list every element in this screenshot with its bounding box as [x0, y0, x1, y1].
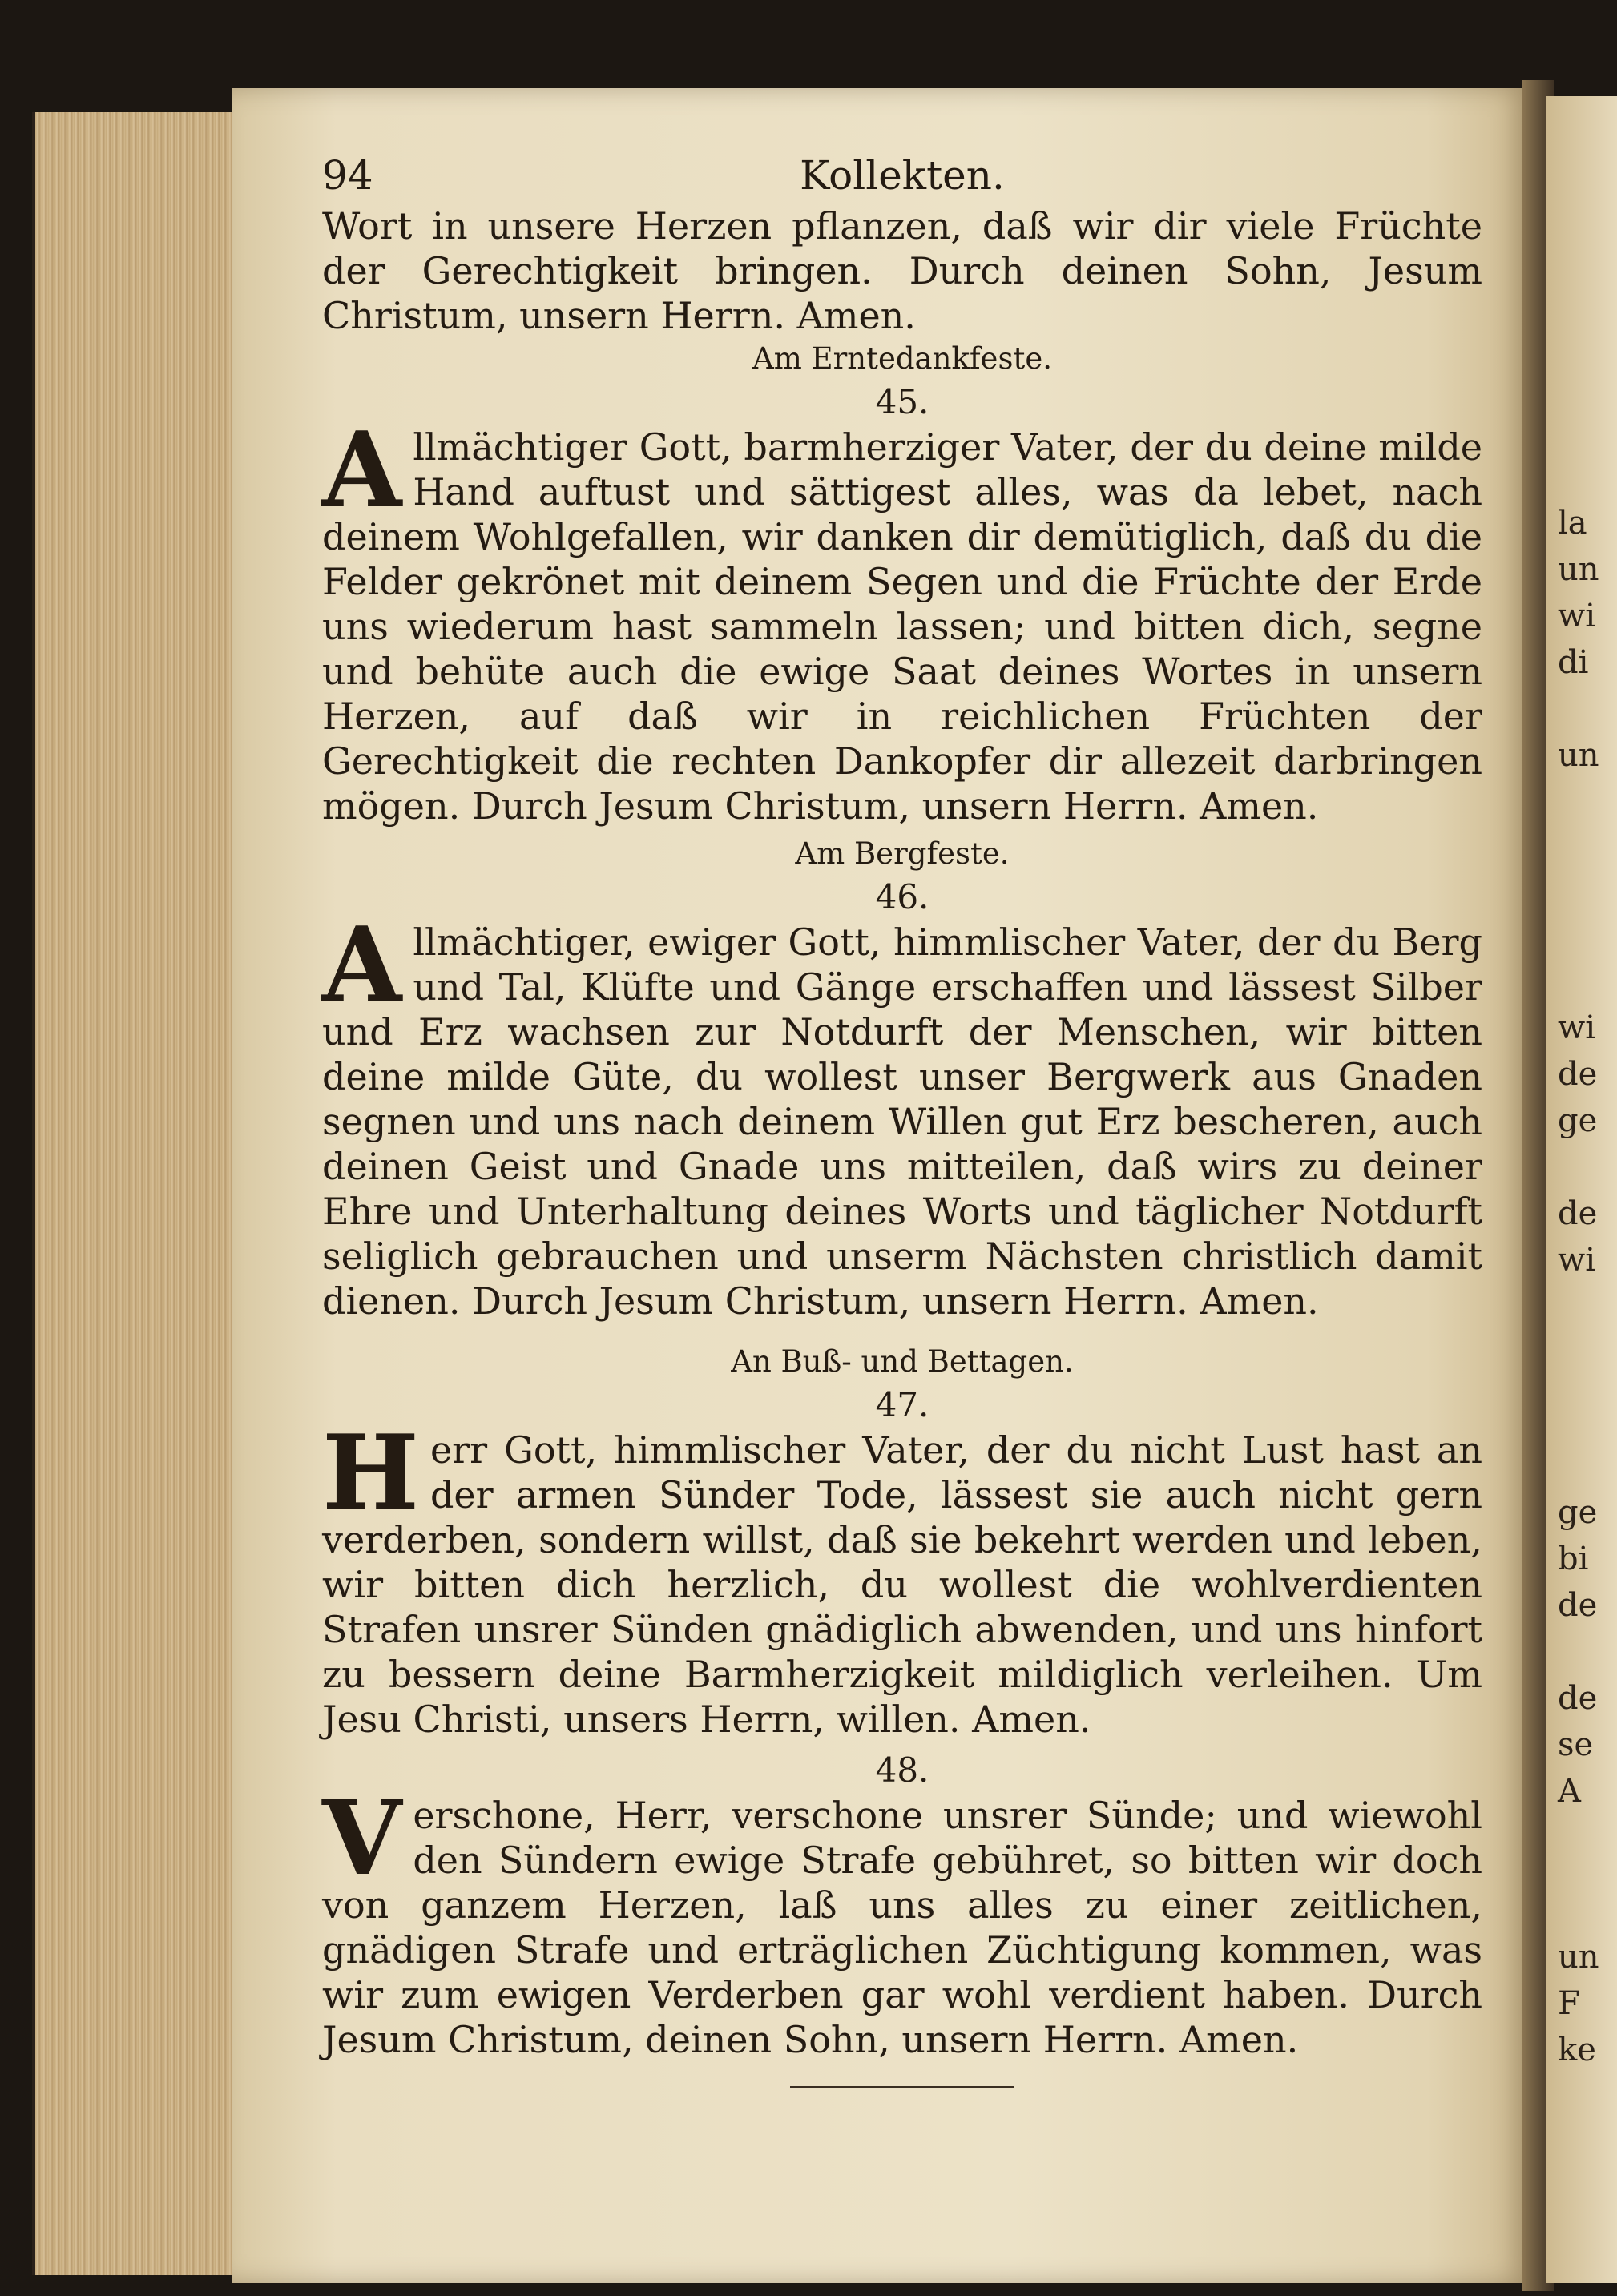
facing-fragment: de	[1558, 1195, 1598, 1232]
section-heading: An Buß- und Bettagen.	[731, 1344, 1074, 1379]
facing-fragment: la	[1558, 505, 1587, 542]
collect-45	[322, 338, 1482, 828]
drop-cap: A	[322, 905, 402, 1025]
collect-body: llmächtiger Gott, barmherziger Vater, der du deine milde Hand auftust und sättigest alles, was da lebet, nach deinem Wohlgefallen, wir danken dir demütiglich, daß du die Felder gekrönet mit deinem Segen und die Früchte der Erde uns wiederum hast sammeln lassen; und bitten dich, segne und behüte auch die ewige Saat deines Wortes in unsern Herzen, auf daß wir in reichlichen Früchten der Gerechtigkeit die rechten Dankopfer dir allezeit darbringen mögen. Durch Jesum Christum, unsern Herrn. Amen.	[322, 425, 1482, 828]
facing-fragment: di	[1558, 644, 1589, 681]
collect-body: erschone, Herr, verschone unsrer Sünde; und wiewohl den Sündern ewige Strafe gebühret, so bitten wir doch von ganzem Herzen, laß uns alles zu einer zeitlichen, gnädigen Strafe und erträglichen Züchtigung kommen, was wir zum ewigen Verderben gar wohl verdient haben. Durch Jesum Christum, deinen Sohn, unsern Herrn. Amen.	[322, 1794, 1482, 2061]
collect-number: 48.	[875, 1750, 929, 1790]
facing-fragment: un	[1558, 1939, 1599, 1976]
facing-fragment: ge	[1558, 1494, 1598, 1531]
page-number: 94	[322, 152, 373, 199]
page-text	[322, 152, 1482, 2088]
collect-body: err Gott, himmlischer Vater, der du nicht Lust hast an der armen Sünder Tode, lässest sie auch nicht gern verderben, sondern willst, daß sie bekehrt werden und leben, wir bitten dich herzlich, du wollest die wohlverdienten Strafen unsrer Sünden gnädiglich abwenden, und uns hinfort zu bessern deine Barmherzigkeit mildiglich verleihen. Um Jesu Christi, unsers Herrn, willen. Amen.	[322, 1428, 1482, 1741]
intro-paragraph: Wort in unsere Herzen pflanzen, daß wir dir viele Früchte der Gerechtigkeit bringen. Durch deinen Sohn, Jesum Christum, unsern Herrn. Amen.	[322, 204, 1482, 337]
drop-cap: V	[322, 1778, 402, 1899]
facing-page-edge	[1546, 96, 1617, 2283]
facing-fragment: de	[1558, 1056, 1598, 1093]
drop-cap: A	[322, 410, 402, 530]
section-heading: Am Erntedankfeste.	[752, 341, 1052, 376]
facing-fragment: wi	[1558, 1242, 1596, 1279]
collect-47	[322, 1341, 1482, 1742]
collect-48	[322, 1748, 1482, 2062]
facing-fragment: ke	[1558, 2032, 1596, 2068]
facing-fragment: ge	[1558, 1102, 1598, 1139]
page-edges	[32, 112, 252, 2275]
facing-fragment: wi	[1558, 598, 1596, 634]
collect-body: llmächtiger, ewiger Gott, himmlischer Vater, der du Berg und Tal, Klüfte und Gänge erschaffen und lässest Silber und Erz wachsen zur Notdurft der Menschen, wir bitten deine milde Güte, du wollest unser Bergwerk aus Gnaden segnen und uns nach deinem Willen gut Erz bescheren, auch deinen Geist und Gnade uns mitteilen, daß wirs zu deiner Ehre und Unterhaltung deines Worts und täglicher Notdurft seliglich gebrauchen und unserm Nächsten christlich damit dienen. Durch Jesum Christum, unsern Herrn. Amen.	[322, 920, 1482, 1323]
collect-number: 45.	[875, 382, 929, 421]
collect-text	[322, 410, 1482, 828]
facing-fragment: wi	[1558, 1009, 1596, 1046]
facing-fragment: F	[1558, 1985, 1580, 2022]
facing-fragment: un	[1558, 737, 1599, 774]
facing-fragment: bi	[1558, 1541, 1589, 1577]
end-rule	[790, 2086, 1014, 2088]
facing-fragment: de	[1558, 1680, 1598, 1717]
section-heading: Am Bergfeste.	[795, 836, 1010, 871]
collect-46	[322, 833, 1482, 1323]
facing-fragment: se	[1558, 1726, 1594, 1763]
page-header	[322, 152, 1482, 203]
collect-number: 46.	[875, 877, 929, 916]
running-head: Kollekten.	[800, 152, 1005, 199]
drop-cap: H	[322, 1413, 419, 1533]
collect-text	[322, 905, 1482, 1323]
collect-text	[322, 1778, 1482, 2062]
facing-fragment: A	[1558, 1773, 1581, 1810]
collect-number: 47.	[875, 1385, 929, 1424]
collect-text	[322, 1413, 1482, 1742]
facing-fragment: de	[1558, 1587, 1598, 1624]
facing-fragment: un	[1558, 551, 1599, 588]
